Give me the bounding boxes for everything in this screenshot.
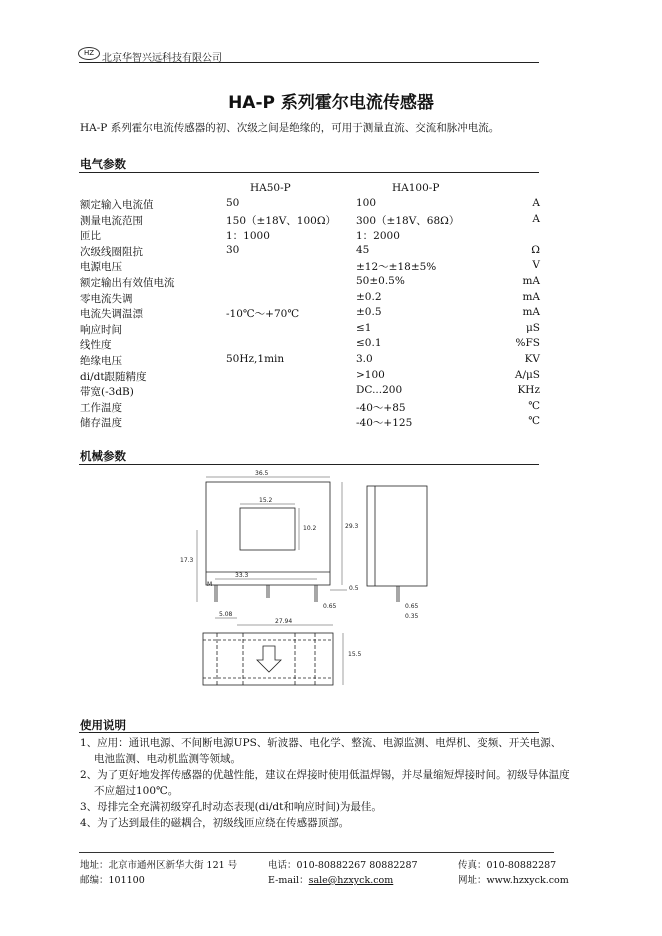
param-name: 响应时间 <box>80 323 122 336</box>
dim-pin-gap: 0.5 <box>349 585 359 592</box>
param-ha100-value: ≤1 <box>356 321 372 334</box>
dim-height: 29.3 <box>345 523 359 530</box>
dim-width: 36.5 <box>255 470 269 477</box>
dim-pin-height: 17.3 <box>180 557 194 564</box>
dim-depth: 15.5 <box>348 651 362 658</box>
dim-window-height: 10.2 <box>303 525 317 532</box>
param-unit: A <box>532 197 540 209</box>
electrical-heading: 电气参数 <box>80 157 126 171</box>
footer-website[interactable]: 网址：www.hzxyck.com <box>458 875 569 886</box>
dim-side-pin-a: 0.65 <box>405 603 419 610</box>
param-ha100-value: 45 <box>356 243 370 256</box>
usage-item: 3、母排完全充满初级穿孔时动态表现(di/dt和响应时间)为最佳。 <box>80 801 382 813</box>
footer-postcode: 邮编：101100 <box>80 875 145 886</box>
usage-item: 4、为了达到最佳的磁耦合，初级线匝应绕在传感器顶部。 <box>80 817 350 829</box>
mechanical-rule <box>79 464 539 465</box>
usage-list <box>80 735 570 831</box>
company-logo: HZ <box>78 47 100 60</box>
param-unit: Ω <box>531 243 540 256</box>
footer-address: 地址：北京市通州区新华大街 121 号 <box>80 860 238 871</box>
footer-email-label: E-mail： <box>268 875 309 886</box>
param-name: 带宽(-3dB) <box>80 386 134 399</box>
param-ha50-value: 1：1000 <box>226 230 270 243</box>
dim-window-width: 15.2 <box>259 497 273 504</box>
usage-item: 2、为了更好地发挥传感器的优越性能，建议在焊接时使用低温焊锡，并尽量缩短焊接时间。初级导体温度不应超过100℃。 <box>80 769 570 797</box>
param-unit: %FS <box>515 337 540 350</box>
param-unit: A/μS <box>514 368 540 381</box>
param-ha50-value: -10℃～+70℃ <box>226 308 300 321</box>
front-view-window <box>240 508 295 550</box>
mechanical-heading: 机械参数 <box>80 449 126 463</box>
footer-fax: 传真：010-80882287 <box>458 860 557 871</box>
param-name: 额定输出有效值电流 <box>80 277 175 289</box>
intro-text: HA-P 系列霍尔电流传感器的初、次级之间是绝缘的，可用于测量直流、交流和脉冲电流。 <box>80 122 500 134</box>
page-title: HA-P 系列霍尔电流传感器 <box>228 93 434 113</box>
param-name: 线性度 <box>80 339 112 352</box>
email-link[interactable]: sale@hzxyck.com <box>308 875 394 886</box>
footer-rule <box>79 852 554 853</box>
mechanical-drawing <box>175 468 440 703</box>
dim-pin-span: 33.3 <box>235 572 249 579</box>
param-name: 储存温度 <box>80 417 122 430</box>
param-ha100-value: 1：2000 <box>356 230 400 243</box>
electrical-rule <box>79 172 539 173</box>
param-unit: mA <box>522 306 540 319</box>
param-ha50-value: 50 <box>226 197 240 209</box>
dim-m-label: M <box>207 581 213 588</box>
param-ha100-value: 300（±18V、68Ω） <box>356 214 460 227</box>
param-name: di/dt跟随精度 <box>80 370 147 383</box>
param-ha100-value: >100 <box>356 368 385 381</box>
param-name: 绝缘电压 <box>80 355 122 367</box>
dim-pitch: 27.94 <box>275 618 293 625</box>
param-ha100-value: ±0.2 <box>356 290 382 303</box>
dim-side-pin-b: 0.35 <box>405 613 419 620</box>
param-ha100-value: ±0.5 <box>356 306 382 319</box>
param-name: 测量电流范围 <box>80 214 143 227</box>
param-ha100-value: 3.0 <box>356 353 373 365</box>
col-header-ha100: HA100-P <box>392 182 440 194</box>
current-direction-arrow <box>257 646 281 672</box>
param-ha100-value: -40～+125 <box>356 417 413 430</box>
param-unit: mA <box>522 290 540 303</box>
param-unit: KV <box>524 353 540 365</box>
param-ha50-value: 150（±18V、100Ω） <box>226 214 337 227</box>
param-unit: mA <box>522 275 540 287</box>
param-name: 额定输入电流值 <box>80 199 154 211</box>
side-view-body <box>367 486 427 586</box>
param-name: 零电流失调 <box>80 292 133 305</box>
param-ha100-value: -40～+85 <box>356 401 406 414</box>
param-ha50-value: 50Hz,1min <box>226 353 285 365</box>
param-ha100-value: 100 <box>356 197 377 209</box>
bottom-view-body <box>203 633 333 685</box>
usage-heading: 使用说明 <box>80 718 126 732</box>
param-ha50-value: 30 <box>226 243 240 256</box>
param-ha100-value: 50±0.5% <box>356 275 405 287</box>
param-name: 电源电压 <box>80 261 122 274</box>
param-name: 次级线圈阻抗 <box>80 245 143 258</box>
param-unit: KHz <box>517 384 540 397</box>
footer-phone: 电话：010-80882267 80882287 <box>268 860 418 871</box>
usage-rule <box>79 732 539 733</box>
usage-item: 1、应用：通讯电源、不间断电源UPS、斩波器、电化学、整流、电源监测、电焊机、变频、开关电源、电池监测、电动机监测等领域。 <box>80 737 562 765</box>
dim-pin-width: 0.65 <box>323 603 337 610</box>
col-header-ha50: HA50-P <box>250 182 291 194</box>
param-ha100-value: ±12～±18±5% <box>356 261 437 274</box>
param-unit: ℃ <box>528 399 540 412</box>
company-name: 北京华智兴远科技有限公司 <box>102 53 222 64</box>
header-rule <box>79 62 539 63</box>
param-ha100-value: ≤0.1 <box>356 337 382 350</box>
param-unit: ℃ <box>528 415 540 428</box>
param-name: 匝比 <box>80 230 101 243</box>
param-unit: V <box>532 259 540 272</box>
footer-email <box>268 872 393 886</box>
param-name: 电流失调温漂 <box>80 308 143 321</box>
param-unit: μS <box>525 321 540 334</box>
dim-left-pitch: 5.08 <box>219 611 233 618</box>
param-unit: A <box>532 212 540 225</box>
param-name: 工作温度 <box>80 401 122 414</box>
param-ha100-value: DC...200 <box>356 384 403 397</box>
